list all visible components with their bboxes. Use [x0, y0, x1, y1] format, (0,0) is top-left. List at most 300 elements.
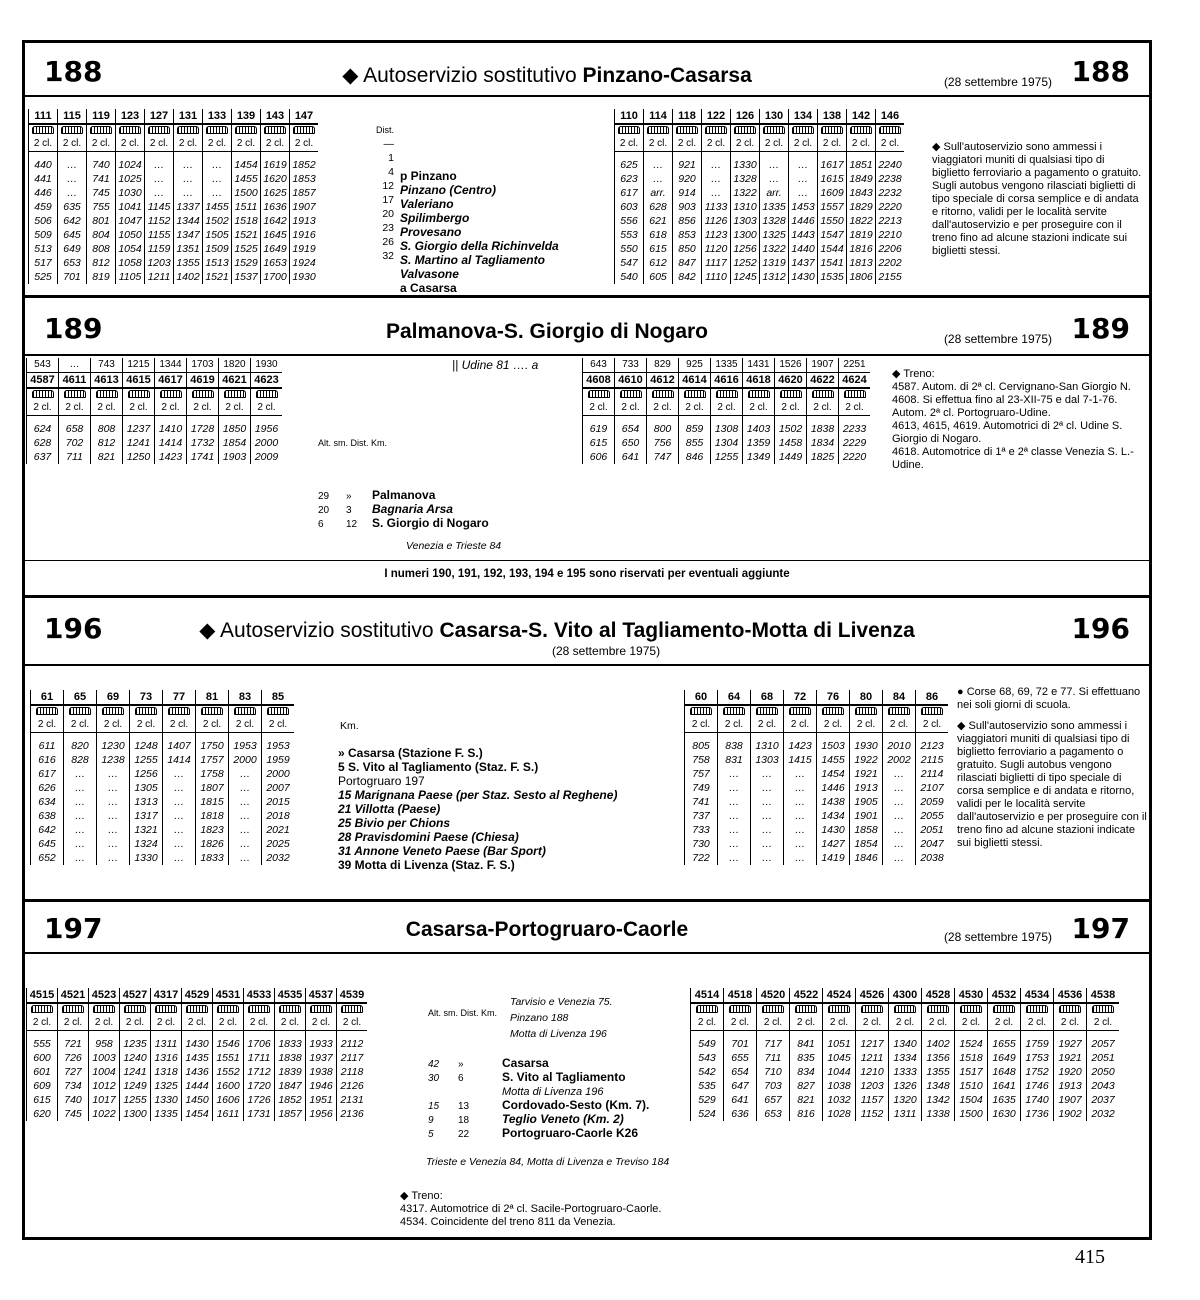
list-item: 4 — [388, 166, 394, 178]
time-cell: 1907 — [1054, 1093, 1087, 1107]
class-label: 2 cl. — [306, 1016, 337, 1031]
class-label: 2 cl. — [784, 718, 817, 733]
time-cell: 2112 — [337, 1037, 368, 1051]
list-item: Pinzano 188 — [510, 1012, 569, 1024]
table-row — [583, 450, 871, 464]
time-cell: 2015 — [262, 795, 295, 809]
bus-icon — [201, 707, 223, 715]
time-cell: … — [760, 172, 789, 186]
class-label: 2 cl. — [58, 137, 87, 152]
table-row — [31, 809, 295, 823]
time-cell: 1736 — [1021, 1107, 1054, 1121]
time-cell: 740 — [87, 158, 116, 172]
run-number: 68 — [751, 690, 784, 705]
list-item: 4317. Automotrice di 2ª cl. Sacile-Portogruaro-Caorle. — [400, 1203, 662, 1215]
time-cell: 635 — [58, 200, 87, 214]
time-cell: 1509 — [203, 242, 232, 256]
time-cell: 1757 — [196, 753, 229, 767]
time-cell: 2032 — [1087, 1107, 1120, 1121]
bus-icon-cell — [123, 388, 155, 401]
time-cell: 1330 — [151, 1093, 182, 1107]
time-cell: 1443 — [789, 228, 818, 242]
time-cell: 641 — [724, 1093, 757, 1107]
time-cell: 641 — [615, 450, 647, 464]
time-cell: 1328 — [731, 172, 760, 186]
time-cell: 1609 — [818, 186, 847, 200]
time-cell: 2009 — [251, 450, 283, 464]
time-cell: 1157 — [856, 1093, 889, 1107]
time-cell: 1901 — [850, 809, 883, 823]
time-cell: 717 — [757, 1037, 790, 1051]
section-number: 196 — [44, 612, 103, 645]
time-cell: 808 — [87, 242, 116, 256]
bus-icon — [264, 126, 286, 134]
time-cell: 2136 — [337, 1107, 368, 1121]
list-item: 20 — [382, 208, 394, 220]
alt: 6 — [318, 519, 324, 530]
bus-icon-cell — [261, 124, 290, 137]
time-cell: 1025 — [116, 172, 145, 186]
class-row — [27, 401, 283, 416]
time-cell: 1446 — [817, 781, 850, 795]
bus-icon — [267, 707, 289, 715]
time-cell: 553 — [615, 228, 644, 242]
time-cell: 1921 — [1054, 1051, 1087, 1065]
time-cell: 540 — [615, 270, 644, 284]
station-row — [428, 1126, 649, 1140]
run-number: 85 — [262, 690, 295, 705]
time-cell: 605 — [644, 270, 673, 284]
cell: 1344 — [155, 358, 187, 373]
time-cell: 2051 — [1087, 1051, 1120, 1065]
class-label: 2 cl. — [916, 718, 949, 733]
time-cell: 619 — [583, 422, 615, 436]
time-cell: 856 — [673, 214, 702, 228]
time-cell: 1407 — [163, 739, 196, 753]
time-cell: … — [751, 837, 784, 851]
time-cell: 657 — [757, 1093, 790, 1107]
time-cell: 1133 — [702, 200, 731, 214]
time-cell: 1318 — [151, 1065, 182, 1079]
time-cell: 1335 — [151, 1107, 182, 1121]
time-cell: 1813 — [847, 256, 876, 270]
time-cell: 1843 — [847, 186, 876, 200]
bus-icon — [160, 390, 182, 398]
time-cell: 1933 — [306, 1037, 337, 1051]
section-189 — [22, 298, 1152, 598]
time-cell: 1816 — [847, 242, 876, 256]
run-number: 130 — [760, 109, 789, 124]
time-cell: … — [883, 823, 916, 837]
class-label: 2 cl. — [174, 137, 203, 152]
time-cell: 1305 — [130, 781, 163, 795]
table-row — [685, 753, 949, 767]
cell: 1215 — [123, 358, 155, 373]
time-cell: 615 — [583, 436, 615, 450]
time-cell: 2206 — [876, 242, 905, 256]
bus-icon-cell — [691, 1003, 724, 1016]
time-cell: 801 — [87, 214, 116, 228]
bus-icon-cell — [817, 705, 850, 718]
time-cell: 745 — [87, 186, 116, 200]
time-cell: 1919 — [290, 242, 319, 256]
time-cell: 2155 — [876, 270, 905, 284]
station-name: Casarsa — [502, 1056, 549, 1070]
time-cell: 1320 — [889, 1093, 922, 1107]
run-number: 4532 — [988, 988, 1021, 1003]
time-cell: 1854 — [219, 436, 251, 450]
time-cell: 1930 — [290, 270, 319, 284]
bus-icon-cell — [1021, 1003, 1054, 1016]
time-cell: 1402 — [174, 270, 203, 284]
run-number: 139 — [232, 109, 261, 124]
time-cell: … — [644, 158, 673, 172]
time-cell: 1423 — [155, 450, 187, 464]
table-row — [29, 242, 319, 256]
time-cell: 914 — [673, 186, 702, 200]
class-label: 2 cl. — [251, 401, 283, 416]
class-label: 2 cl. — [337, 1016, 368, 1031]
table-row — [27, 1051, 368, 1065]
time-cell: 1402 — [922, 1037, 955, 1051]
class-label: 2 cl. — [219, 401, 251, 416]
time-cell: 721 — [58, 1037, 89, 1051]
time-cell: 1051 — [823, 1037, 856, 1051]
time-cell: 828 — [64, 753, 97, 767]
time-cell: 1818 — [196, 809, 229, 823]
table-row — [615, 200, 905, 214]
class-label: 2 cl. — [91, 401, 123, 416]
class-row — [691, 1016, 1120, 1031]
bus-icon-cell — [27, 1003, 58, 1016]
class-label: 2 cl. — [647, 401, 679, 416]
section-188 — [22, 43, 1152, 298]
alt: 5 — [428, 1129, 434, 1140]
time-cell: 711 — [59, 450, 91, 464]
section-date: (28 settembre 1975) — [943, 332, 1052, 346]
time-cell: … — [760, 158, 789, 172]
time-cell: 611 — [31, 739, 64, 753]
time-cell: 1956 — [251, 422, 283, 436]
list-item: 1 — [388, 152, 394, 164]
class-label: 2 cl. — [155, 401, 187, 416]
list-item: 17 — [382, 194, 394, 206]
bus-icon-cell — [724, 1003, 757, 1016]
bus-icon — [128, 390, 150, 398]
list-item: ◆ Treno: — [892, 368, 935, 380]
table-row — [27, 1037, 368, 1051]
cell: 1335 — [711, 358, 743, 373]
table-row — [615, 256, 905, 270]
list-item: Spilimbergo — [400, 211, 470, 225]
run-number: 4317 — [151, 988, 182, 1003]
notes — [957, 686, 1149, 858]
time-cell: 1038 — [823, 1079, 856, 1093]
bus-icon-cell — [29, 124, 58, 137]
class-label: 2 cl. — [751, 718, 784, 733]
cell: 743 — [91, 358, 123, 373]
time-cell: 2126 — [337, 1079, 368, 1093]
run-number: 80 — [850, 690, 883, 705]
run-number: 4524 — [823, 988, 856, 1003]
station-row — [428, 1084, 649, 1098]
run-number: 81 — [196, 690, 229, 705]
time-cell: 745 — [58, 1107, 89, 1121]
footnote: I numeri 190, 191, 192, 193, 194 e 195 sono riservati per eventuali aggiunte — [384, 568, 790, 580]
bus-icon-cell — [120, 1003, 151, 1016]
time-cell: 1630 — [988, 1107, 1021, 1121]
time-cell: 835 — [790, 1051, 823, 1065]
time-cell: 1319 — [760, 256, 789, 270]
time-cell: 1731 — [244, 1107, 275, 1121]
time-cell: 543 — [691, 1051, 724, 1065]
station-list — [400, 169, 559, 295]
bus-icon-cell — [1054, 1003, 1087, 1016]
time-cell: 1351 — [174, 242, 203, 256]
class-label: 2 cl. — [679, 401, 711, 416]
list-item: Valvasone — [400, 267, 459, 281]
cell: 829 — [647, 358, 679, 373]
time-cell: 1758 — [196, 767, 229, 781]
time-cell: 1907 — [290, 200, 319, 214]
bus-icon — [224, 390, 246, 398]
time-cell: … — [718, 767, 751, 781]
time-cell: 1330 — [731, 158, 760, 172]
bus-icon — [822, 707, 844, 715]
station-row — [428, 1112, 649, 1126]
table-row — [29, 270, 319, 284]
run-number: 110 — [615, 109, 644, 124]
time-cell: 1438 — [817, 795, 850, 809]
run-number: 138 — [818, 109, 847, 124]
run-number: 4535 — [275, 988, 306, 1003]
time-cell: 1606 — [213, 1093, 244, 1107]
class-label: 2 cl. — [818, 137, 847, 152]
bus-icon — [960, 1005, 982, 1013]
time-cell: 1348 — [922, 1079, 955, 1093]
table-row — [29, 214, 319, 228]
km: 12 — [346, 519, 358, 530]
table-row — [691, 1107, 1120, 1121]
alt-dist-label: Alt. sm. Dist. Km. — [318, 438, 388, 448]
bus-icon-cell — [219, 388, 251, 401]
time-cell: 1454 — [817, 767, 850, 781]
time-cell: 1455 — [232, 172, 261, 186]
time-cell: 618 — [644, 228, 673, 242]
time-cell: … — [64, 837, 97, 851]
time-cell: 730 — [685, 837, 718, 851]
time-cell: 1342 — [922, 1093, 955, 1107]
time-cell: 2010 — [883, 739, 916, 753]
time-cell: 740 — [58, 1093, 89, 1107]
time-cell: 1557 — [818, 200, 847, 214]
timetable-left — [28, 109, 318, 284]
bus-icon-cell — [775, 388, 807, 401]
run-number: 83 — [229, 690, 262, 705]
class-row — [31, 718, 295, 733]
run-number: 4536 — [1054, 988, 1087, 1003]
time-cell: 1152 — [856, 1107, 889, 1121]
time-cell: 741 — [87, 172, 116, 186]
class-label: 2 cl. — [673, 137, 702, 152]
time-cell: … — [203, 172, 232, 186]
class-label: 2 cl. — [262, 718, 295, 733]
run-number: 119 — [87, 109, 116, 124]
time-cell: 1256 — [731, 242, 760, 256]
list-item: ◆ Sull'autoservizio sono ammessi i viaggiatori muniti di qualsiasi tipo di biglietto ferroviario a pagamento o gratuito. Sugli autobus vengono rilasciati biglietti di tipo speciale di corsa semplice e di andata e ritorno, validi per le località servite dall'autoservizio e per proseguire con il treno fino ad alcune stazioni indicate sui biglietti stessi. — [957, 720, 1147, 849]
table-row — [29, 228, 319, 242]
time-cell: 1851 — [847, 158, 876, 172]
run-number: 4521 — [58, 988, 89, 1003]
class-label: 2 cl. — [711, 401, 743, 416]
bus-icon-cell — [823, 1003, 856, 1016]
run-number: 4621 — [219, 373, 251, 389]
time-cell: 1344 — [174, 214, 203, 228]
class-label: 2 cl. — [87, 137, 116, 152]
time-cell: 853 — [673, 228, 702, 242]
time-cell: 2220 — [839, 450, 871, 464]
time-cell: 733 — [685, 823, 718, 837]
run-number: 114 — [644, 109, 673, 124]
bus-icon-cell — [760, 124, 789, 137]
time-cell: 2051 — [916, 823, 949, 837]
bus-icon-cell — [87, 124, 116, 137]
time-cell: 737 — [685, 809, 718, 823]
time-cell: … — [229, 809, 262, 823]
bus-icon-cell — [27, 388, 59, 401]
time-cell: 1541 — [818, 256, 847, 270]
time-cell: 634 — [31, 795, 64, 809]
time-cell: 821 — [91, 450, 123, 464]
bus-icon-cell — [615, 388, 647, 401]
time-cell: 628 — [644, 200, 673, 214]
time-cell: 710 — [757, 1065, 790, 1079]
time-cell: 1340 — [889, 1037, 922, 1051]
time-cell: 2000 — [229, 753, 262, 767]
time-cell: 1255 — [120, 1093, 151, 1107]
time-cell: 1930 — [850, 739, 883, 753]
time-cell: … — [702, 172, 731, 186]
time-cell: 600 — [27, 1051, 58, 1065]
time-cell: 2025 — [262, 837, 295, 851]
bus-icon — [217, 1005, 239, 1013]
time-cell: … — [64, 781, 97, 795]
time-cell: 1217 — [856, 1037, 889, 1051]
bus-icon — [888, 707, 910, 715]
class-label: 2 cl. — [883, 718, 916, 733]
station-list — [338, 746, 617, 872]
time-cell: 1819 — [847, 228, 876, 242]
time-cell: 1328 — [760, 214, 789, 228]
time-cell: … — [718, 795, 751, 809]
run-number: 4615 — [123, 373, 155, 389]
run-number: 146 — [876, 109, 905, 124]
time-cell: 2047 — [916, 837, 949, 851]
top-row — [583, 358, 871, 373]
station-row — [318, 502, 489, 516]
time-cell: … — [883, 767, 916, 781]
bus-icon-cell — [182, 1003, 213, 1016]
bus-icon-row — [685, 705, 949, 718]
time-cell: 1913 — [850, 781, 883, 795]
bus-icon — [341, 1005, 363, 1013]
section-title: ◆ Autoservizio sostitutivo Pinzano-Casarsa — [342, 64, 752, 87]
run-number: 4537 — [306, 988, 337, 1003]
time-cell: … — [784, 809, 817, 823]
time-cell: 1230 — [97, 739, 130, 753]
run-number: 4613 — [91, 373, 123, 389]
time-cell: 623 — [615, 172, 644, 186]
bus-icon-cell — [97, 705, 130, 718]
run-number: 118 — [673, 109, 702, 124]
time-cell: 524 — [691, 1107, 724, 1121]
time-cell: 1028 — [823, 1107, 856, 1121]
class-label: 2 cl. — [817, 718, 850, 733]
time-cell: 1740 — [1021, 1093, 1054, 1107]
time-cell: 1304 — [711, 436, 743, 450]
run-number: 4610 — [615, 373, 647, 389]
run-number: 115 — [58, 109, 87, 124]
class-label: 2 cl. — [203, 137, 232, 152]
list-item: a Casarsa — [400, 281, 457, 295]
section-date: (28 settembre 1975) — [943, 930, 1052, 944]
time-cell: 1337 — [174, 200, 203, 214]
ref-below: Trieste e Venezia 84, Motta di Livenza e Treviso 184 — [426, 1156, 670, 1168]
time-cell: 1546 — [213, 1037, 244, 1051]
table-row — [31, 795, 295, 809]
time-cell: … — [64, 823, 97, 837]
time-cell: 2018 — [262, 809, 295, 823]
table-row — [27, 1065, 368, 1079]
time-cell: arr. — [644, 186, 673, 200]
list-item: Tarvisio e Venezia 75. — [510, 996, 613, 1008]
table-row — [583, 436, 871, 450]
time-cell: 1648 — [988, 1065, 1021, 1079]
bus-icon-cell — [784, 705, 817, 718]
time-cell: 1759 — [1021, 1037, 1054, 1051]
time-cell: 1430 — [182, 1037, 213, 1051]
bus-icon-cell — [31, 705, 64, 718]
time-cell: 847 — [673, 256, 702, 270]
time-cell: 1321 — [130, 823, 163, 837]
class-label: 2 cl. — [64, 718, 97, 733]
class-label: 2 cl. — [130, 718, 163, 733]
alt: 29 — [318, 491, 330, 502]
run-number: 4616 — [711, 373, 743, 389]
class-label: 2 cl. — [644, 137, 673, 152]
time-cell: 701 — [58, 270, 87, 284]
table-row — [615, 158, 905, 172]
class-label: 2 cl. — [889, 1016, 922, 1031]
time-cell: 1335 — [760, 200, 789, 214]
table-row — [27, 436, 283, 450]
class-label: 2 cl. — [213, 1016, 244, 1031]
time-cell: 1203 — [856, 1079, 889, 1093]
time-cell: 958 — [89, 1037, 120, 1051]
time-cell: 920 — [673, 172, 702, 186]
bus-icon — [64, 390, 86, 398]
bus-icon-cell — [847, 124, 876, 137]
time-cell: 509 — [29, 228, 58, 242]
time-cell: 1450 — [182, 1093, 213, 1107]
time-cell: 1750 — [196, 739, 229, 753]
time-cell: … — [789, 158, 818, 172]
cell: 1820 — [219, 358, 251, 373]
time-cell: 1440 — [789, 242, 818, 256]
bus-icon-cell — [889, 1003, 922, 1016]
time-cell: … — [163, 851, 196, 865]
time-cell: 1853 — [290, 172, 319, 186]
